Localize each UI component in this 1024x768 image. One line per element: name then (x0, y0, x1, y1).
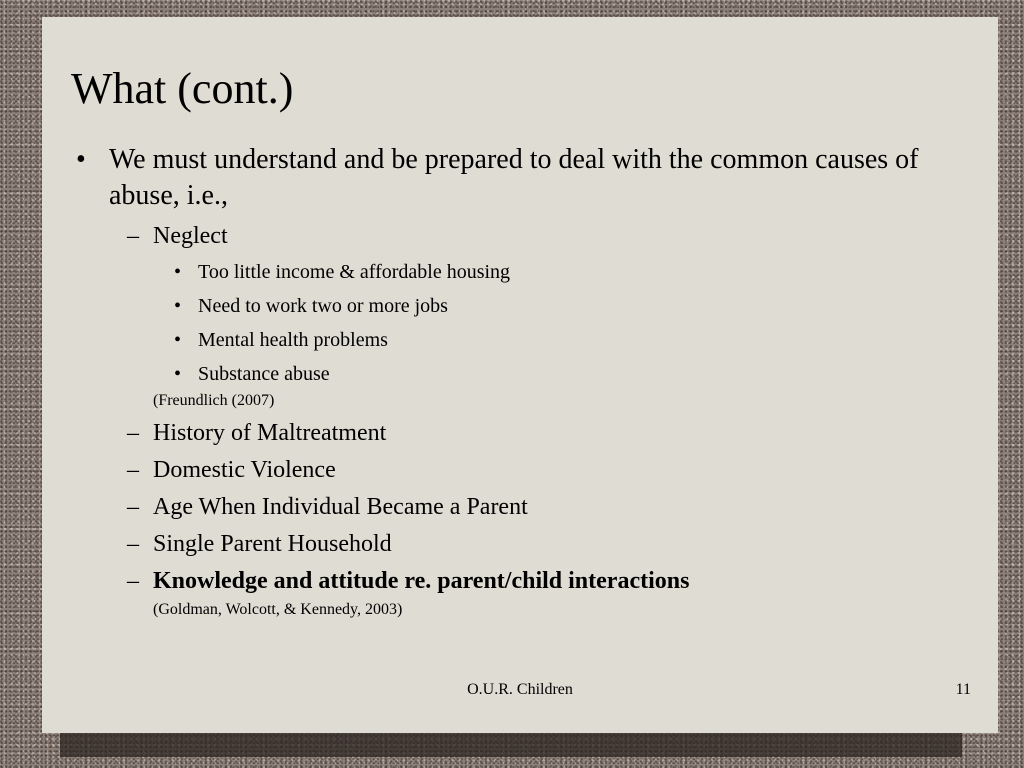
cause-text: Neglect (153, 223, 228, 249)
dash-marker: – (127, 531, 139, 557)
cause-item (68, 455, 973, 485)
footer-text: O.U.R. Children (467, 681, 573, 698)
cause-item (68, 492, 973, 522)
bullet-marker: • (76, 144, 86, 175)
main-bullet-text: We must understand and be prepared to deal with the common causes of abuse, i.e., (109, 144, 919, 211)
dash-marker: – (127, 223, 139, 249)
dash-marker: – (127, 420, 139, 446)
bullet-marker: • (174, 363, 182, 385)
cause-text: Domestic Violence (153, 457, 336, 483)
neglect-citation: (Freundlich (2007) (153, 392, 275, 409)
cause-item (68, 529, 973, 559)
page-number: 11 (955, 681, 971, 698)
dash-marker: – (127, 568, 139, 594)
slide-body (68, 142, 973, 620)
bullet-marker: • (174, 329, 182, 351)
neglect-item (68, 361, 973, 387)
cause-item (68, 418, 973, 448)
neglect-item (68, 259, 973, 285)
neglect-item (68, 327, 973, 353)
neglect-item (68, 293, 973, 319)
bullet-marker: • (174, 261, 182, 283)
neglect-item-text: Too little income & affordable housing (198, 261, 511, 283)
cause-text-bold: Knowledge and attitude re. parent/child interactions (153, 568, 690, 594)
main-bullet (68, 142, 973, 214)
final-citation: (Goldman, Wolcott, & Kennedy, 2003) (153, 601, 403, 618)
slide-title: What (cont.) (71, 64, 294, 113)
slide (42, 17, 998, 733)
bullet-marker: • (174, 295, 182, 317)
cause-text: Age When Individual Became a Parent (153, 494, 528, 520)
dash-marker: – (127, 494, 139, 520)
cause-text: Single Parent Household (153, 531, 392, 557)
cause-neglect (68, 221, 973, 251)
dash-marker: – (127, 457, 139, 483)
cause-item-emphasized (68, 566, 973, 596)
cause-text: History of Maltreatment (153, 420, 387, 446)
neglect-item-text: Substance abuse (198, 363, 330, 385)
neglect-item-text: Mental health problems (198, 329, 388, 351)
neglect-item-text: Need to work two or more jobs (198, 295, 448, 317)
